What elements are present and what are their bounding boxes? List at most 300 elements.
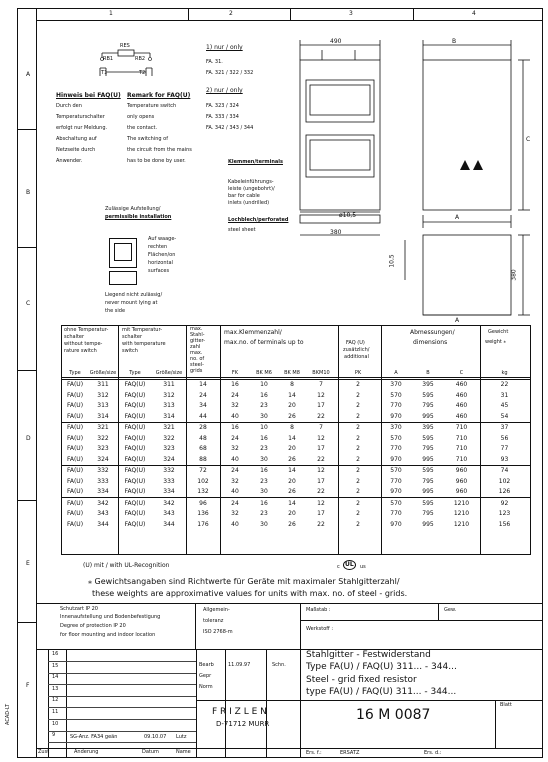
table-cell: 314 (163, 412, 175, 420)
tb-divider (300, 603, 301, 758)
title-line: Steel - grid fixed resistor (306, 675, 417, 685)
table-cell: 20 (288, 402, 296, 410)
table-cell: 995 (422, 520, 434, 528)
table-cell: 14 (288, 391, 296, 399)
table-cell: 313 (163, 402, 175, 410)
label-cable: bar for cable (228, 193, 260, 199)
table-cell: FA(U) (66, 477, 84, 485)
table-cell: 14 (288, 434, 296, 442)
head-col3: grids (190, 368, 203, 374)
head-col3: gitter- (190, 338, 206, 344)
table-cell: 7 (306, 422, 336, 433)
hint-en-line: the circuit from the mains (127, 147, 192, 153)
only2-line: FA. 333 / 334 (206, 114, 239, 120)
table-cell: 22 (317, 488, 325, 496)
table-row (62, 509, 530, 520)
ul-logo: UL (345, 561, 354, 568)
grid-row-d: D (26, 435, 31, 442)
label-cable: inlets (undrilled) (228, 200, 270, 206)
table-cell: 48 (199, 434, 207, 442)
label-cable: Kabeleinführungs- (228, 179, 274, 185)
table-row (62, 444, 530, 455)
table-cell: 14 (278, 498, 306, 509)
install-bad-icon (109, 271, 137, 285)
grid-row-a: A (26, 71, 31, 78)
company-address: D-71712 MURR (216, 720, 270, 728)
dim-a: A (455, 214, 460, 221)
table-cell: 2 (356, 520, 360, 528)
grid-row-b: B (26, 189, 31, 196)
only1-line: FA. 31. (206, 59, 223, 65)
table-cell: 32 (231, 445, 239, 453)
rev9-name: Lutz (176, 734, 187, 740)
table-cell: 72 (186, 465, 220, 476)
table-cell: 68 (199, 445, 207, 453)
doc-number: 16 M 0087 (356, 707, 431, 723)
footer-label: Änderung (74, 749, 99, 755)
dim-c: C (526, 136, 531, 143)
hint-en-line: The switching of (127, 136, 168, 142)
table-row (62, 379, 530, 390)
head-col1: schalter (64, 334, 85, 340)
table-cell: 24 (220, 465, 250, 476)
table-cell: FA(U) (62, 379, 88, 390)
subheader-cell: BK M8 (284, 370, 300, 377)
table-cell: FAQ(U) (124, 455, 146, 463)
table-cell: 32 (231, 402, 239, 410)
table-cell: 333 (97, 477, 109, 485)
table-cell: 12 (306, 498, 336, 509)
table-cell: 595 (422, 434, 434, 442)
table-cell: 344 (97, 520, 109, 528)
tb-divider (266, 649, 267, 758)
table-cell: 395 (412, 379, 444, 390)
hint-de-title: Hinweis bei FAQ(U) (56, 92, 121, 99)
table-cell: 311 (88, 379, 118, 390)
table-cell: FAQ(U) (124, 391, 146, 399)
table-cell: 74 (479, 465, 530, 476)
table-cell: 17 (317, 445, 325, 453)
tolerance: ISO 2768-m (203, 629, 233, 635)
head-weight: Gewicht (488, 329, 509, 335)
head-faq: additional (344, 354, 369, 360)
tb-divider (225, 649, 226, 758)
table-cell: 710 (455, 434, 468, 442)
table-cell: 10 (250, 379, 278, 390)
table-cell: 595 (412, 498, 444, 509)
head-faq: zusätzlich/ (343, 347, 370, 353)
table-cell: 22 (317, 520, 325, 528)
table-cell: 460 (444, 379, 479, 390)
table-cell: 16 (260, 391, 268, 399)
norm-label: Norm (199, 684, 213, 690)
revision-line (48, 684, 196, 685)
ul-note: (U) mit / with UL-Recognition (83, 562, 170, 569)
side-code: ACAD-LT (5, 703, 11, 725)
table-cell: 126 (498, 488, 511, 496)
replaces-value: ERSATZ (340, 750, 360, 756)
table-cell: 322 (163, 434, 175, 442)
table-cell: 2 (356, 412, 360, 420)
circuit-rb1: RB1 (103, 56, 114, 62)
table-cell: 17 (317, 402, 325, 410)
table-cell: FA(U) (66, 510, 84, 518)
bearb-label: Bearb (199, 662, 214, 668)
hint-de-line: erfolgt nur Meldung. (56, 125, 108, 131)
head-col2: schalter (122, 334, 143, 340)
weight-note-en: these weights are approximative values for units with max. no. of steel - grids. (92, 589, 408, 598)
table-cell: 16 (220, 422, 250, 433)
dim-105: 10,5 (388, 254, 396, 268)
subheader-cell: Type (129, 370, 141, 377)
install-ok-line: Flächen/on (148, 252, 176, 258)
table-row (62, 498, 530, 509)
hint-en-line: Temperature switch (127, 103, 177, 109)
table-subheader (62, 368, 530, 379)
table-cell: 2 (336, 422, 380, 433)
table-row (62, 422, 530, 433)
only2-line: FA. 323 / 324 (206, 103, 239, 109)
footer-label: Datum (142, 749, 159, 755)
revision-number: 12 (52, 697, 59, 704)
table-cell: 770 (390, 402, 402, 410)
protection: Schutzart IP 20 (60, 606, 98, 612)
technical-drawing (270, 30, 540, 320)
head-col3: steel- (190, 362, 204, 368)
table-cell: 960 (455, 477, 468, 485)
table-cell: 595 (412, 465, 444, 476)
dim-hole: ø10,5 (339, 212, 357, 219)
subheader-cell: BKM10 (312, 370, 330, 377)
head-terminals: max.Klemmenzahl/ (224, 329, 282, 336)
table-cell: 332 (88, 465, 118, 476)
table-cell: 570 (380, 465, 412, 476)
table-cell: FA(U) (62, 422, 88, 433)
table-cell: 342 (152, 498, 186, 509)
title-line: Stahlgitter - Festwiderstand (306, 650, 431, 660)
table-cell: FAQ(U) (118, 498, 152, 509)
rev9-text: SG-Anz. FA34 geän (70, 734, 118, 740)
table-cell: 460 (455, 391, 468, 399)
table-cell: 321 (152, 422, 186, 433)
table-row (62, 390, 530, 401)
table-cell: 17 (317, 477, 325, 485)
row-divider-ab (17, 129, 36, 130)
table-cell: 334 (163, 488, 175, 496)
table-cell: 2 (336, 379, 380, 390)
tb-divider (300, 700, 543, 701)
table-cell: 314 (97, 412, 109, 420)
subheader-cell: BK M6 (256, 370, 272, 377)
revision-line (48, 731, 196, 732)
table-cell: 770 (390, 445, 402, 453)
grid-col-2: 2 (229, 10, 233, 17)
table-cell: FAQ(U) (118, 465, 152, 476)
head-col1: without tempe- (64, 341, 103, 347)
table-cell: FAQ(U) (124, 445, 146, 453)
head-dims: dimensions (413, 339, 448, 346)
table-cell: FAQ(U) (124, 488, 146, 496)
table-cell: 17 (317, 510, 325, 518)
head-col3: no. of (190, 356, 205, 362)
table-cell: 332 (152, 465, 186, 476)
table-cell: 2 (356, 402, 360, 410)
table-cell: FAQ(U) (124, 402, 146, 410)
head-col2: switch (122, 348, 138, 354)
table-cell: 323 (163, 445, 175, 453)
table-cell: 30 (260, 520, 268, 528)
subheader-cell: kg (501, 370, 508, 377)
table-cell: 12 (306, 465, 336, 476)
head-col2: with temperature (122, 341, 166, 347)
table-cell: 970 (390, 455, 402, 463)
table-cell: 1210 (453, 510, 470, 518)
dim-380: 380 (330, 229, 342, 236)
table-cell: 322 (97, 434, 109, 442)
table-cell: 770 (390, 510, 402, 518)
hint-de-line: Temperaturschalter (56, 114, 105, 120)
only1-label: 1) nur / only (206, 44, 243, 51)
replaced-by-label: Ers. d.: (424, 750, 442, 756)
circuit-t2: T2 (139, 70, 146, 76)
table-cell: 2 (356, 455, 360, 463)
grid-row-e: E (26, 560, 30, 567)
tb-divider (36, 748, 543, 749)
table-cell: 343 (163, 510, 175, 518)
table-cell: 28 (186, 422, 220, 433)
table-row (62, 487, 530, 498)
table-cell: 970 (390, 520, 402, 528)
table-cell: 995 (422, 412, 434, 420)
table-cell: 88 (199, 455, 207, 463)
table-cell: 1210 (444, 498, 479, 509)
table-cell: 54 (500, 412, 509, 420)
head-col3: max. (190, 326, 203, 332)
table-cell: 24 (220, 498, 250, 509)
table-cell: 312 (97, 391, 109, 399)
table-cell: 16 (260, 434, 268, 442)
install-title-en: permissible installation (105, 214, 172, 220)
table-cell: 370 (380, 379, 412, 390)
circuit-t1: T1 (101, 70, 108, 76)
ruler-tick-2 (290, 8, 291, 20)
table-row (62, 454, 530, 465)
table-cell: 570 (380, 498, 412, 509)
table-cell: 24 (231, 391, 239, 399)
table-cell: 344 (163, 520, 175, 528)
hint-de-line: Anwender. (56, 158, 83, 164)
subheader-cell: Größe/size (89, 370, 117, 377)
install-ok-line: rechten (148, 244, 168, 250)
row-divider-cd (17, 370, 36, 371)
table-cell: 31 (500, 391, 509, 399)
head-col1: ohne Temperatur- (64, 327, 109, 333)
table-cell: 1210 (453, 520, 470, 528)
table-cell: 56 (500, 434, 509, 442)
table-cell: 321 (88, 422, 118, 433)
dim-a2: A (455, 317, 460, 324)
revision-line (48, 719, 196, 720)
table-cell: 770 (390, 477, 402, 485)
table-cell: 343 (97, 510, 109, 518)
sheet-label: Blatt (500, 702, 512, 708)
table-cell: 313 (97, 402, 109, 410)
head-terminals: max.no. of terminals up to (224, 339, 304, 346)
table-cell: 26 (288, 455, 296, 463)
table-cell: 30 (260, 488, 268, 496)
table-cell: 32 (231, 510, 239, 518)
table-cell: 995 (422, 488, 434, 496)
only1-line: FA. 321 / 322 / 332 (206, 70, 254, 76)
table-cell: 2 (356, 510, 360, 518)
subheader-cell: PK (354, 370, 362, 377)
table-cell: 2 (336, 498, 380, 509)
install-bad-line: never mount lying at (105, 300, 158, 306)
grid-row-c: C (26, 300, 31, 307)
head-weight: weight ⁎ (485, 339, 506, 345)
dim-380b: 380 (510, 269, 518, 281)
scale-label: Maßstab : (306, 607, 331, 613)
gepr-label: Gepr (199, 673, 212, 679)
head-col3: max. (190, 350, 203, 356)
table-cell: 334 (97, 488, 109, 496)
table-cell: 156 (498, 520, 511, 528)
table-cell: 102 (498, 477, 511, 485)
table-cell: 23 (260, 402, 268, 410)
tb-divider (195, 603, 196, 649)
table-cell: 132 (197, 488, 209, 496)
hint-en-title: Remark for FAQ(U) (127, 92, 191, 99)
table-cell: 96 (186, 498, 220, 509)
install-ok-line: Auf waage- (148, 236, 177, 242)
hint-en-line: only opens (127, 114, 155, 120)
revision-line (48, 696, 196, 697)
rev9-date: 09.10.07 (144, 734, 167, 740)
row-divider-ef (17, 622, 36, 623)
revision-number: 14 (52, 674, 59, 681)
table-cell: 342 (88, 498, 118, 509)
table-cell: 333 (163, 477, 175, 485)
hint-en-line: the contact. (127, 125, 158, 131)
replaces-label: Ers. f.: (306, 750, 322, 756)
table-cell: 2 (356, 434, 360, 442)
table-cell: 26 (288, 520, 296, 528)
table-cell: 12 (317, 391, 325, 399)
table-cell: 795 (422, 477, 434, 485)
subheader-cell (186, 368, 220, 379)
table-cell: 970 (390, 488, 402, 496)
tb-divider (196, 700, 300, 701)
table-cell: 176 (197, 520, 209, 528)
hint-de-line: Netzseite durch (56, 147, 96, 153)
only2-line: FA. 342 / 343 / 344 (206, 125, 254, 131)
table-cell: 32 (231, 477, 239, 485)
table-cell: 710 (444, 422, 479, 433)
table-cell: 370 (380, 422, 412, 433)
table-cell: 30 (260, 412, 268, 420)
hint-de-line: Abschaltung auf (56, 136, 97, 142)
table-cell: FA(U) (66, 434, 84, 442)
table-cell: 311 (152, 379, 186, 390)
hint-en-line: has to be done by user. (127, 158, 186, 164)
table-cell: 960 (444, 465, 479, 476)
table-cell: 16 (250, 498, 278, 509)
table-row (62, 411, 530, 422)
table-cell: FAQ(U) (124, 510, 146, 518)
label-cable: leiste (ungebohrt)/ (228, 186, 275, 192)
table-cell: 460 (455, 402, 468, 410)
ul-logo-c: c (337, 564, 340, 570)
tb-divider (36, 649, 543, 650)
tb-divider (495, 700, 496, 748)
head-col2: mit Temperatur- (122, 327, 162, 333)
table-cell: FA(U) (62, 465, 88, 476)
table-cell: 2 (356, 445, 360, 453)
table-cell: 24 (199, 391, 207, 399)
table-cell: 16 (220, 379, 250, 390)
table-cell: 8 (278, 422, 306, 433)
table-cell: 20 (288, 510, 296, 518)
table-cell: FAQ(U) (124, 477, 146, 485)
table-row (62, 519, 530, 530)
dim-b: B (452, 38, 457, 45)
table-cell: 324 (163, 455, 175, 463)
grid-col-3: 3 (349, 10, 353, 17)
table-row (62, 465, 530, 476)
table-cell: FA(U) (66, 391, 84, 399)
table-cell: 40 (231, 488, 239, 496)
table-cell: 20 (288, 477, 296, 485)
ul-logo-us: us (360, 564, 366, 570)
weight-note-de: ⁎ Gewichtsangaben sind Richtwerte für Geräte mit maximaler Stahlgitterzahl/ (88, 577, 400, 586)
table-cell: 8 (278, 379, 306, 390)
table-cell: 312 (163, 391, 175, 399)
table-cell: FAQ(U) (118, 422, 152, 433)
table-cell: 30 (260, 455, 268, 463)
table-cell: 20 (288, 445, 296, 453)
material-label: Werkstoff : (306, 626, 334, 632)
circuit-res: RES (120, 43, 130, 49)
table-cell: 460 (455, 412, 468, 420)
install-title: Zulässige Aufstellung/ (105, 206, 161, 212)
label-perforated: Lochblech/perforated (228, 217, 289, 223)
revision-number: 9 (52, 732, 56, 739)
table-cell: 10 (250, 422, 278, 433)
table-cell: 23 (260, 510, 268, 518)
table-cell: 970 (390, 412, 402, 420)
table-cell: FAQ(U) (124, 434, 146, 442)
weight-label: Gew. (444, 607, 457, 613)
title-line: type FA(U) / FAQ(U) 311... - 344... (306, 687, 457, 697)
table-cell: 40 (231, 520, 239, 528)
table-cell: FA(U) (66, 488, 84, 496)
install-ok-screen (114, 243, 132, 261)
table-cell: FA(U) (66, 402, 84, 410)
table-cell: 23 (260, 445, 268, 453)
subheader-cell: Größe/size (155, 370, 183, 377)
protection: for floor mounting and indoor location (60, 632, 156, 638)
table-cell: 34 (199, 402, 207, 410)
head-faq: FAQ (U) (346, 340, 365, 346)
install-ok-line: horizontal (148, 260, 173, 266)
subheader-cell: A (394, 370, 398, 377)
dim-490: 490 (330, 38, 342, 45)
column-ruler (36, 20, 543, 21)
head-col3: zahl (190, 344, 201, 350)
install-ok-line: surfaces (148, 268, 170, 274)
revision-number: 15 (52, 662, 59, 669)
table-cell: 595 (422, 391, 434, 399)
